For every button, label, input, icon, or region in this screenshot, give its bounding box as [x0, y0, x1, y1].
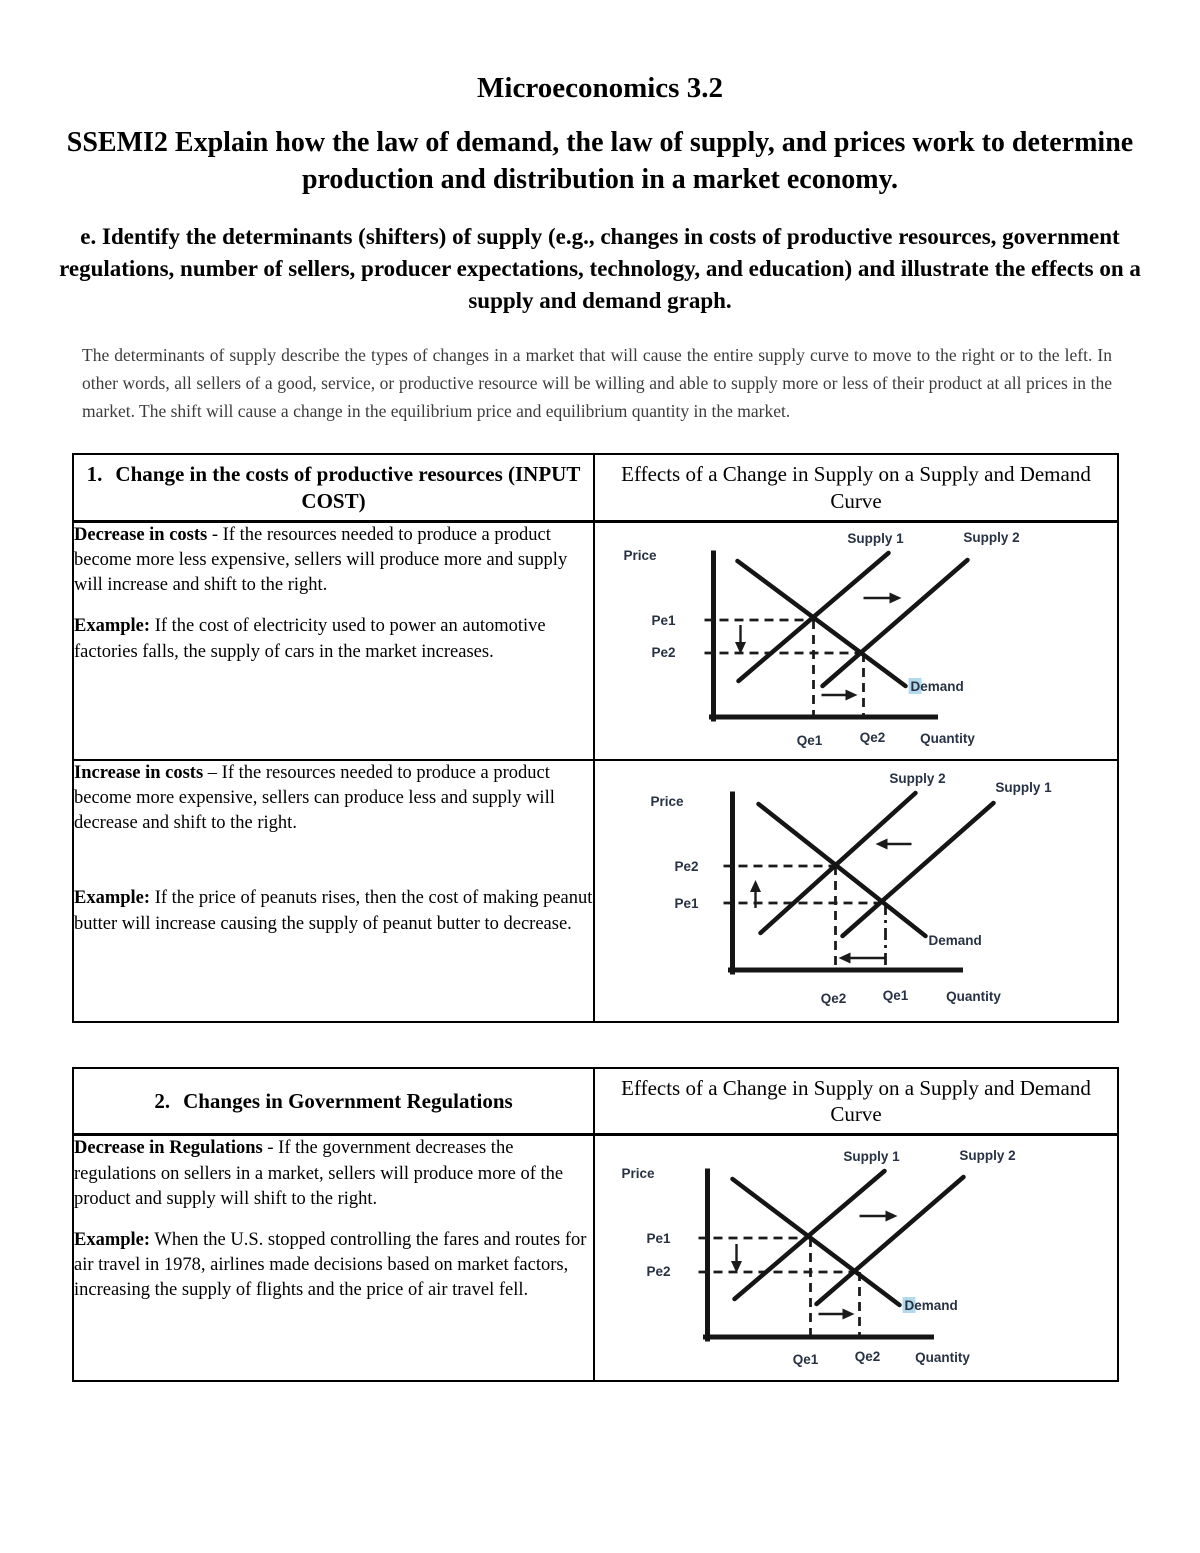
quantity-axis-label: Quantity: [946, 988, 1001, 1004]
decrease-in-regulations-row: [73, 1135, 1118, 1382]
supply-1-label: Supply 1: [847, 530, 904, 546]
table2-header-number: 2.: [154, 1089, 171, 1114]
increase-in-costs-term: Increase in costs: [74, 762, 204, 783]
example-label: Example:: [74, 888, 151, 909]
input-cost-table-header-row: [73, 454, 1118, 521]
page-title: Microeconomics 3.2: [477, 72, 723, 104]
decrease-in-costs-definition: Decrease in costs - If the resources needed to produce a product become more less expensive, sellers will produce more and supply will increase and shift to the right.: [74, 524, 568, 596]
supply-2-curve: [817, 1177, 964, 1304]
supply-shift-right-graph: [595, 523, 1116, 759]
quantity-axis-label: Quantity: [915, 1350, 970, 1366]
price-down-arrow: [735, 625, 746, 654]
price-axis-label: Price: [623, 547, 657, 563]
pe1-label: Pe1: [651, 612, 676, 628]
pe1-label: Pe1: [674, 895, 699, 911]
pe1-label: Pe1: [646, 1231, 671, 1247]
table1-right-header: Effects of a Change in Supply on a Supply and Demand Curve: [594, 454, 1118, 521]
supply-shift-right-graph-cell-1: [594, 521, 1118, 760]
qe2-label: Qe2: [854, 1349, 881, 1365]
qe2-label: Qe2: [820, 990, 847, 1006]
shift-right-arrow: [860, 1211, 898, 1222]
decrease-in-costs-example: Example: If the cost of electricity used to power an automotive factories falls, the supply of cars in the market increases.: [74, 616, 546, 662]
government-regulations-table: [72, 1067, 1119, 1383]
supply-1-label: Supply 1: [843, 1149, 900, 1165]
table1-left-header: [73, 454, 594, 521]
table1-header-number: 1.: [86, 462, 103, 487]
shift-right-arrow: [864, 592, 902, 603]
table1-header-title: Change in the costs of productive resources (INPUT COST): [115, 462, 581, 513]
decrease-in-regulations-example: Example: When the U.S. stopped controlling the fares and routes for air travel in 1978, airlines made decisions based on market factors, increasing the supply of flights and the price of air travel fell.: [74, 1229, 587, 1301]
supply-2-label: Supply 2: [889, 770, 946, 786]
increase-in-costs-row: [73, 760, 1118, 1022]
supply-shift-left-graph-cell: [594, 760, 1118, 1022]
supply-2-label: Supply 2: [959, 1148, 1016, 1164]
demand-curve: [738, 561, 906, 686]
decrease-in-costs-term: Decrease in costs: [74, 524, 208, 545]
table2-header-title: Changes in Government Regulations: [183, 1089, 513, 1114]
table2-left-header: [73, 1068, 594, 1135]
qe2-label: Qe2: [859, 729, 886, 745]
quantity-left-arrow: [839, 952, 886, 963]
supply-2-curve: [823, 560, 968, 686]
table2-right-header: Effects of a Change in Supply on a Supply and Demand Curve: [594, 1068, 1118, 1135]
demand-label: Demand: [928, 932, 982, 948]
standard-heading: SSEMI2 Explain how the law of demand, the law of supply, and prices work to determine production and distribution in a market economy.: [66, 127, 1134, 195]
decrease-in-regulations-definition: Decrease in Regulations - If the government decreases the regulations on sellers in a market, sellers will produce more of the product and supply will shift to the right.: [74, 1138, 564, 1209]
axes: [731, 794, 961, 972]
element-heading: e. Identify the determinants (shifters) of supply (e.g., changes in costs of productive resources, government regulations, number of sellers, producer expectations, technology, and education) and illustrate the effects on a supply and demand graph.: [59, 223, 1141, 314]
intro-paragraph: The determinants of supply describe the types of changes in a market that will cause the entire supply curve to move to the right or to the left. In other words, all sellers of a good, service, or productive resource will be willing and able to supply more or less of their product at all prices in the market. The shift will cause a change in the equilibrium price and equilibrium quantity in the market.: [82, 345, 1112, 422]
input-cost-table: [72, 453, 1119, 1023]
demand-curve: [733, 1179, 900, 1305]
supply-shift-right-graph-cell-2: [594, 1135, 1118, 1382]
pe2-label: Pe2: [646, 1264, 671, 1280]
increase-in-costs-definition: Increase in costs – If the resources needed to produce a product become more expensive, sellers can produce less and supply will decrease and shift to the right.: [74, 762, 555, 834]
qe1-label: Qe1: [796, 732, 823, 748]
supply-shift-right-graph-2: [595, 1136, 1116, 1380]
price-down-arrow: [731, 1244, 742, 1273]
supply-1-curve: [739, 553, 889, 681]
pe2-label: Pe2: [674, 858, 699, 874]
decrease-in-regulations-term: Decrease in Regulations: [74, 1138, 263, 1159]
qe1-label: Qe1: [882, 987, 909, 1003]
demand-label: Demand: [910, 678, 964, 694]
increase-in-costs-cell: [73, 760, 594, 1022]
increase-in-costs-example: Example: If the price of peanuts rises, then the cost of making peanut butter will increase causing the supply of peanut butter to decrease.: [74, 888, 593, 934]
example-label: Example:: [74, 1229, 151, 1250]
price-axis-label: Price: [621, 1166, 655, 1182]
supply-2-label: Supply 2: [963, 529, 1020, 545]
decrease-in-costs-row: [73, 521, 1118, 760]
supply-1-curve: [843, 803, 994, 936]
supply-1-curve: [735, 1171, 885, 1299]
regulations-table-header-row: [73, 1068, 1118, 1135]
supply-shift-left-graph: [595, 761, 1116, 1021]
quantity-right-arrow: [819, 1309, 855, 1320]
decrease-in-costs-cell: [73, 521, 594, 760]
supply-1-label: Supply 1: [995, 779, 1052, 795]
pe2-label: Pe2: [651, 644, 676, 660]
shift-left-arrow: [876, 838, 912, 849]
price-axis-label: Price: [650, 793, 684, 809]
decrease-in-regulations-cell: [73, 1135, 594, 1382]
quantity-axis-label: Quantity: [920, 730, 975, 746]
quantity-right-arrow: [822, 689, 858, 700]
demand-label: Demand: [904, 1298, 958, 1314]
qe1-label: Qe1: [792, 1352, 819, 1368]
demand-curve: [759, 804, 926, 936]
example-label: Example:: [74, 616, 151, 637]
